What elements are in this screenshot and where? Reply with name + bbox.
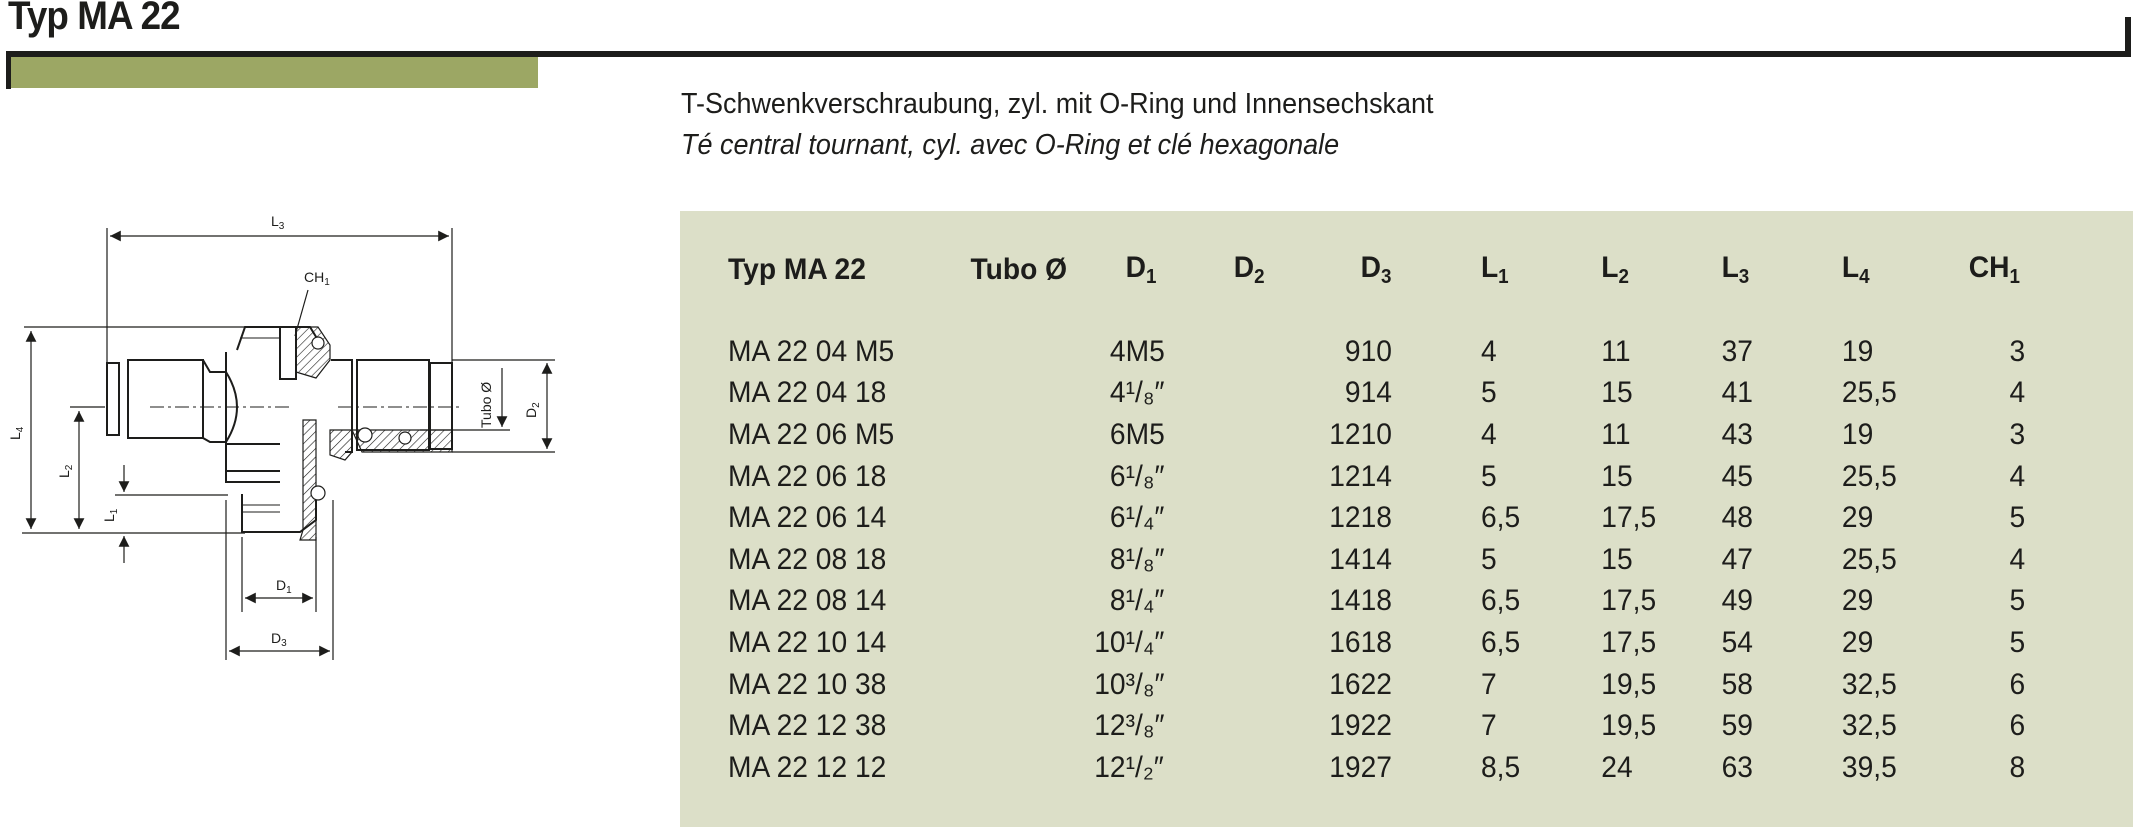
cell-d2: 9 (1344, 376, 1361, 410)
cell-l3: 49 (1721, 584, 1753, 618)
cell-ch1: 5 (2009, 501, 2026, 535)
cell-tube: 12 (1094, 750, 1126, 784)
cell-l4: 39,5 (1841, 750, 1897, 784)
cell-l3: 58 (1721, 667, 1753, 701)
cell-l1: 6,5 (1480, 625, 1521, 659)
cell-l4: 25,5 (1841, 376, 1897, 410)
cell-type: MA 22 04 M5 (728, 334, 895, 368)
cell-d1: ¹/₄″ (1125, 625, 1165, 659)
cell-type: MA 22 08 18 (728, 542, 887, 576)
cell-l4: 29 (1841, 584, 1874, 618)
cell-d2: 16 (1329, 625, 1361, 659)
cell-tube: 10 (1094, 667, 1126, 701)
cell-d1: ¹/₈″ (1125, 459, 1165, 493)
cell-l3: 63 (1721, 750, 1753, 784)
cell-type: MA 22 10 14 (728, 625, 887, 659)
cell-l4: 19 (1841, 334, 1874, 368)
table-row (728, 705, 2025, 747)
col-header-l3: $L_3$ (1721, 251, 1750, 288)
table-row (728, 414, 2025, 456)
accent-bar (11, 57, 538, 88)
label-d2: $D_2$ (523, 402, 542, 418)
cell-l3: 54 (1721, 625, 1753, 659)
table-row (728, 456, 2025, 498)
cell-d1: ¹/₄″ (1125, 584, 1165, 618)
cell-d1: ¹/₂″ (1125, 750, 1164, 784)
label-ch1: $CH_1$ (304, 269, 330, 288)
cell-ch1: 5 (2009, 625, 2026, 659)
cell-d3: 14 (1360, 376, 1392, 410)
table-row (728, 581, 2025, 623)
table-row (728, 331, 2025, 373)
cell-l4: 29 (1841, 625, 1874, 659)
cell-l3: 41 (1721, 376, 1753, 410)
col-header-l4: $L_4$ (1841, 251, 1870, 288)
label-l3: $L_3$ (271, 213, 285, 232)
cell-type: MA 22 12 12 (728, 750, 887, 784)
cell-l4: 19 (1841, 417, 1874, 451)
description-french: Té central tournant, cyl. avec O-Ring et clé hexagonale (681, 129, 1340, 161)
cell-type: MA 22 06 M5 (728, 417, 895, 451)
cell-ch1: 3 (2009, 417, 2026, 451)
table-row (728, 539, 2025, 581)
cell-tube: 4 (1109, 334, 1126, 368)
cell-l1: 4 (1480, 334, 1497, 368)
cell-l1: 5 (1480, 376, 1497, 410)
cell-d2: 16 (1329, 667, 1361, 701)
page-title: Typ MA 22 (8, 0, 180, 38)
col-header-d2: $D_2$ (1233, 251, 1265, 288)
cell-d3: 18 (1360, 584, 1392, 618)
label-l4: $L_4$ (7, 426, 26, 440)
cell-l4: 32,5 (1841, 709, 1897, 743)
cell-d1: ¹/₈″ (1125, 376, 1165, 410)
cell-l2: 11 (1601, 417, 1631, 451)
col-header-l2: $L_2$ (1601, 251, 1629, 288)
table-row (728, 497, 2025, 539)
cell-ch1: 5 (2009, 584, 2026, 618)
cell-tube: 6 (1109, 417, 1126, 451)
cell-d2: 9 (1344, 334, 1361, 368)
technical-drawing (0, 200, 600, 680)
cell-l3: 48 (1721, 501, 1753, 535)
cell-d2: 14 (1329, 542, 1361, 576)
cell-l2: 24 (1601, 750, 1633, 784)
cell-l1: 5 (1480, 459, 1497, 493)
cell-tube: 6 (1109, 501, 1126, 535)
col-header-ch1: $CH_1$ (1968, 251, 2021, 288)
cell-type: MA 22 10 38 (728, 667, 887, 701)
cell-l4: 25,5 (1841, 459, 1897, 493)
cell-ch1: 6 (2009, 709, 2026, 743)
cell-l3: 47 (1721, 542, 1753, 576)
cell-l2: 17,5 (1601, 584, 1657, 618)
cell-d3: 22 (1360, 709, 1392, 743)
cell-l4: 32,5 (1841, 667, 1897, 701)
cell-d1: ¹/₄″ (1125, 501, 1165, 535)
cell-d3: 10 (1360, 417, 1392, 451)
cell-d1: M5 (1125, 334, 1165, 368)
col-header-tube: Tubo Ø (970, 253, 1068, 286)
cell-l1: 5 (1480, 542, 1497, 576)
col-header-d3: $D_3$ (1360, 251, 1392, 288)
cell-l4: 25,5 (1841, 542, 1897, 576)
cell-d1: ³/₈″ (1125, 709, 1165, 743)
cell-ch1: 4 (2009, 542, 2026, 576)
cell-d3: 14 (1360, 459, 1392, 493)
cell-l3: 43 (1721, 417, 1753, 451)
cell-l2: 11 (1601, 334, 1631, 368)
cell-tube: 8 (1109, 584, 1126, 618)
label-l2: $L_2$ (56, 464, 75, 478)
table-row (728, 664, 2025, 706)
cell-l2: 15 (1601, 459, 1633, 493)
description-german: T-Schwenkverschraubung, zyl. mit O-Ring und Innensechskant (681, 88, 1434, 120)
cell-tube: 8 (1109, 542, 1126, 576)
cell-ch1: 8 (2009, 750, 2026, 784)
table-header-row (728, 243, 2025, 297)
table-row (728, 747, 2025, 789)
cell-d3: 10 (1360, 334, 1392, 368)
cell-l1: 6,5 (1480, 501, 1521, 535)
cell-tube: 4 (1109, 376, 1126, 410)
cell-d3: 22 (1360, 667, 1392, 701)
cell-ch1: 6 (2009, 667, 2026, 701)
cell-d3: 18 (1360, 501, 1392, 535)
table-row (728, 373, 2025, 415)
cell-type: MA 22 06 14 (728, 501, 887, 535)
cell-type: MA 22 06 18 (728, 459, 887, 493)
label-d3: $D_3$ (271, 630, 287, 649)
cell-l4: 29 (1841, 501, 1874, 535)
cell-type: MA 22 08 14 (728, 584, 887, 618)
col-header-d1: $D_1$ (1125, 251, 1157, 288)
table-row (728, 622, 2025, 664)
cell-tube: 10 (1094, 625, 1126, 659)
cell-l3: 59 (1721, 709, 1753, 743)
cell-l1: 4 (1480, 417, 1497, 451)
cell-l1: 8,5 (1480, 750, 1521, 784)
cell-l3: 45 (1721, 459, 1753, 493)
cell-l2: 15 (1601, 542, 1633, 576)
cell-d1: ¹/₈″ (1125, 542, 1165, 576)
cell-ch1: 4 (2009, 376, 2026, 410)
cell-d3: 27 (1360, 750, 1392, 784)
cell-l2: 19,5 (1601, 667, 1657, 701)
cell-d1: M5 (1125, 417, 1165, 451)
spec-table (728, 243, 2025, 789)
cell-l2: 17,5 (1601, 625, 1657, 659)
cell-l1: 7 (1480, 709, 1497, 743)
cell-l2: 17,5 (1601, 501, 1657, 535)
cell-ch1: 3 (2009, 334, 2026, 368)
cell-d2: 19 (1329, 750, 1361, 784)
cell-d1: ³/₈″ (1125, 667, 1165, 701)
cell-tube: 6 (1109, 459, 1126, 493)
cell-tube: 12 (1094, 709, 1126, 743)
cell-d2: 19 (1329, 709, 1361, 743)
col-header-type: Typ MA 22 (728, 253, 866, 286)
cell-d3: 14 (1360, 542, 1392, 576)
cell-type: MA 22 04 18 (728, 376, 887, 410)
label-l1: $L_1$ (101, 508, 120, 522)
label-d1: $D_1$ (276, 577, 292, 596)
cell-d2: 12 (1329, 417, 1361, 451)
header-rule-right-tick (2125, 17, 2131, 57)
spec-table-panel (680, 211, 2133, 827)
cell-l1: 7 (1480, 667, 1497, 701)
cell-l1: 6,5 (1480, 584, 1521, 618)
cell-ch1: 4 (2009, 459, 2026, 493)
label-tube-diameter: Tubo Ø (478, 381, 494, 428)
cell-d2: 14 (1329, 584, 1361, 618)
cell-d2: 12 (1329, 459, 1361, 493)
cell-l2: 19,5 (1601, 709, 1657, 743)
cell-l3: 37 (1721, 334, 1753, 368)
cell-l2: 15 (1601, 376, 1633, 410)
cell-d2: 12 (1329, 501, 1361, 535)
cell-d3: 18 (1360, 625, 1392, 659)
col-header-l1: $L_1$ (1480, 251, 1509, 288)
cell-type: MA 22 12 38 (728, 709, 887, 743)
